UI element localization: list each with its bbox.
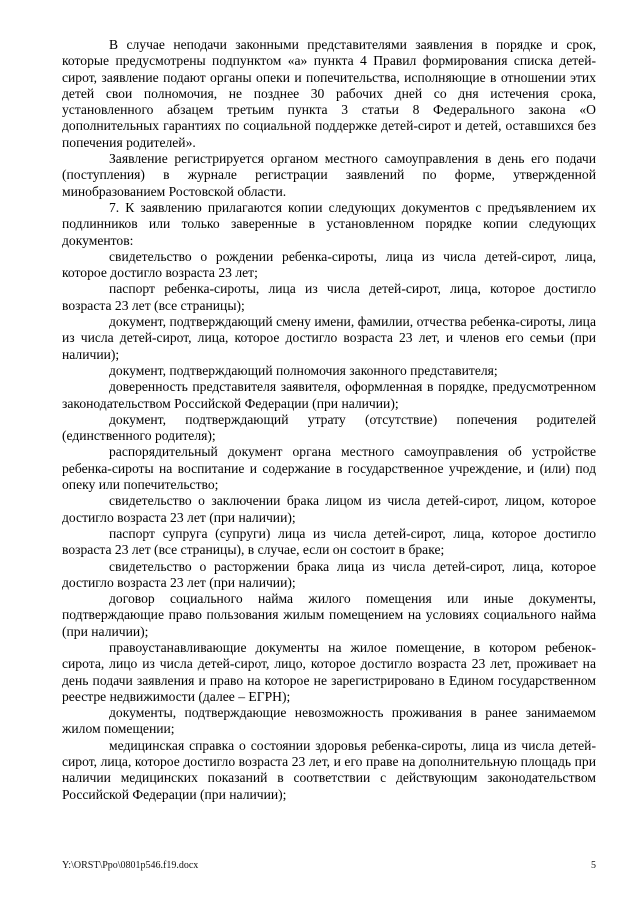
list-item-title-documents: правоустанавливающие документы на жилое помещение, в котором ребенок-сирота, лицо из числа детей-сирот, лицо, которое достигло возраста 23 лет, проживает на день подачи заявления и право на которое не зарегистрировано в Едином государственном реестре недвижимости (далее – ЕГРН); xyxy=(62,639,596,704)
list-item-social-tenancy-agreement: договор социального найма жилого помещения или иные документы, подтверждающие право пользования жилым помещением на условиях социального найма (при наличии); xyxy=(62,591,596,639)
list-item-divorce-certificate: свидетельство о расторжении брака лица из числа детей-сирот, лица, которое достигло возраста 23 лет (при наличии); xyxy=(62,558,596,590)
list-item-power-of-attorney: доверенность представителя заявителя, оформленная в порядке, предусмотренном законодательством Российской Федерации (при наличии); xyxy=(62,379,596,411)
list-item-medical-certificate: медицинская справка о состоянии здоровья ребенка-сироты, лица из числа детей-сирот, лица, которое достигло возраста 23 лет, и его праве на дополнительную площадь при наличии медицинских показаний в соответствии с действующим законодательством Российской Федерации (при наличии); xyxy=(62,737,596,802)
footer-file-path: Y:\ORST\Ppo\0801p546.f19.docx xyxy=(62,860,199,871)
list-item-loss-of-parental-care: документ, подтверждающий утрату (отсутствие) попечения родителей (единственного родителя); xyxy=(62,411,596,444)
list-item-marriage-certificate: свидетельство о заключении брака лицом из числа детей-сирот, лицом, которое достигло возраста 23 лет (при наличии); xyxy=(62,493,596,525)
list-item-placement-order: распорядительный документ органа местного самоуправления об устройстве ребенка-сироты на воспитание и содержание в государственное учреждение, и (или) под опеку или попечительство; xyxy=(62,444,596,493)
list-item-representative-authority: документ, подтверждающий полномочия законного представителя; xyxy=(109,362,498,378)
paragraph-registration: Заявление регистрируется органом местного самоуправления в день его подачи (поступления) в журнале регистрации заявлений по форме, утвержденной минобразованием Ростовской области. xyxy=(62,151,596,199)
list-item-birth-certificate: свидетельство о рождении ребенка-сироты, лица из числа детей-сирот, лица, которое достигло возраста 23 лет; xyxy=(62,248,596,281)
list-item-name-change-document: документ, подтверждающий смену имени, фамилии, отчества ребенка-сироты, лица из числа детей-сирот, лица, которое достигло возраста 23 лет, и членов его семьи (при наличии); xyxy=(62,314,596,362)
list-item-passport: паспорт ребенка-сироты, лица из числа детей-сирот, лица, которое достигло возраста 23 лет (все страницы); xyxy=(62,281,596,313)
paragraph-item-7-intro: 7. К заявлению прилагаются копии следующих документов с предъявлением их подлинников или только заверенные в установленном порядке копии следующих документов: xyxy=(62,199,596,248)
document-body xyxy=(62,37,596,803)
list-item-spouse-passport: паспорт супруга (супруги) лица из числа детей-сирот, лица, которое достигло возраста 23 лет (все страницы), в случае, если он состоит в браке; xyxy=(62,525,596,558)
list-item-impossibility-documents: документы, подтверждающие невозможность проживания в ранее занимаемом жилом помещении; xyxy=(62,705,596,737)
page-number: 5 xyxy=(591,860,596,871)
paragraph-non-submission: В случае неподачи законными представителями заявления в порядке и срок, которые предусмотрены подпунктом «а» пункта 4 Правил формирования списка детей-сирот, заявление подают органы опеки и попечительства, исполняющие в отношении этих детей свои полномочия, не позднее 30 рабочих дней со дня истечения срока, установленного абзацем третьим пункта 3 статьи 8 Федерального закона «О дополнительных гарантиях по социальной поддержке детей-сирот и детей, оставшихся без попечения родителей». xyxy=(62,37,596,150)
